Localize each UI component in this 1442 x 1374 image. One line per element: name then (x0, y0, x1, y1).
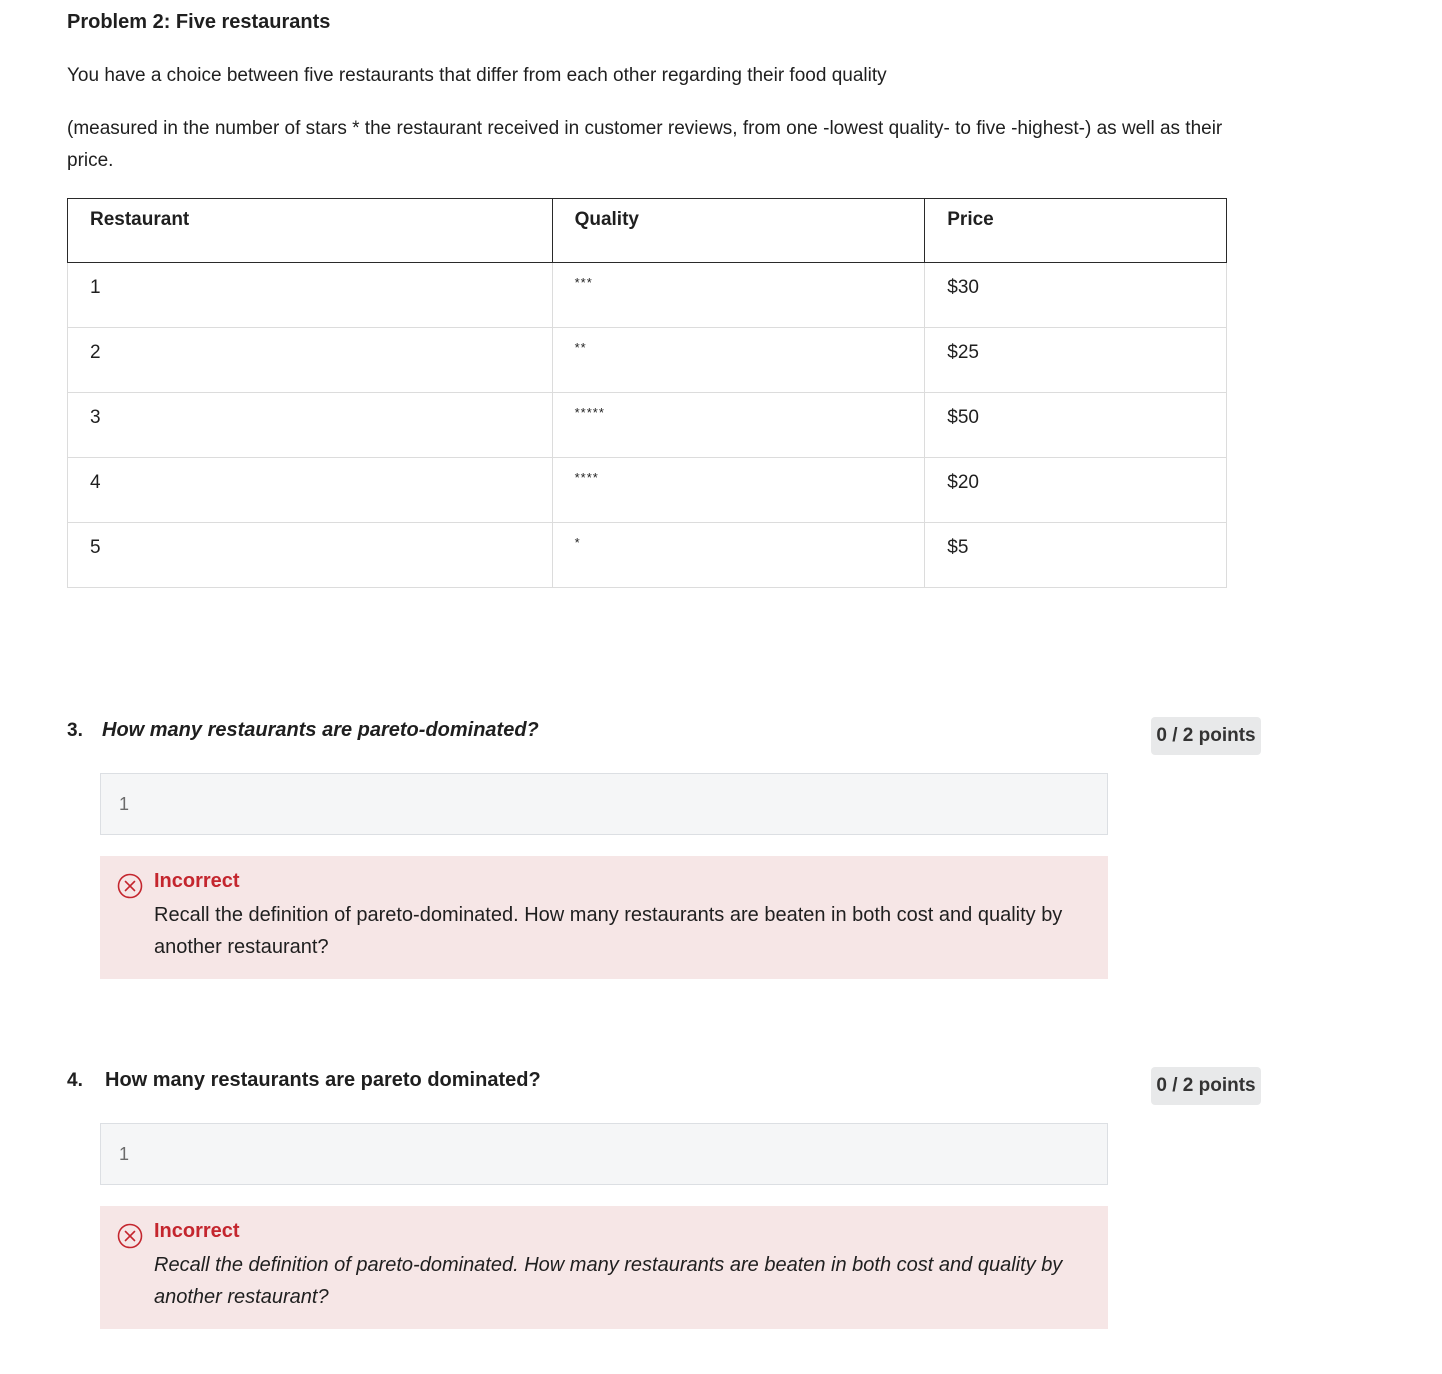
problem-intro: You have a choice between five restaurants that differ from each other regarding their food quality (67, 65, 887, 86)
table-row (68, 393, 1227, 458)
header-restaurant: Restaurant (68, 199, 553, 263)
price-cell: $20 (925, 458, 1227, 523)
restaurant-table (67, 198, 1227, 588)
problem-detail: (measured in the number of stars * the restaurant received in customer reviews, from one -lowest quality- to five -highest-) as well as their price. (67, 118, 1223, 171)
incorrect-icon (117, 1223, 143, 1249)
quality-cell: *** (552, 263, 925, 328)
question-3-answer-field[interactable]: 1 (100, 773, 1108, 835)
question-3-number: 3. (67, 720, 83, 741)
incorrect-icon (117, 873, 143, 899)
table-row (68, 263, 1227, 328)
price-cell: $50 (925, 393, 1227, 458)
quality-cell: ** (552, 328, 925, 393)
restaurant-cell: 5 (68, 523, 553, 588)
feedback-title: Incorrect (154, 1220, 240, 1242)
table-header-row (68, 199, 1227, 263)
price-cell: $5 (925, 523, 1227, 588)
restaurant-cell: 2 (68, 328, 553, 393)
quality-cell: **** (552, 458, 925, 523)
question-3-points-badge: 0 / 2 points (1151, 717, 1261, 755)
feedback-title: Incorrect (154, 870, 240, 892)
question-4-text: How many restaurants are pareto dominated? (105, 1069, 541, 1091)
question-4-feedback (100, 1206, 1108, 1329)
header-quality: Quality (552, 199, 925, 263)
price-cell: $30 (925, 263, 1227, 328)
problem-title: Problem 2: Five restaurants (67, 11, 331, 33)
question-3-text: How many restaurants are pareto-dominated? (102, 719, 539, 741)
quality-cell: ***** (552, 393, 925, 458)
restaurant-cell: 1 (68, 263, 553, 328)
table-row (68, 458, 1227, 523)
restaurant-cell: 3 (68, 393, 553, 458)
quality-cell: * (552, 523, 925, 588)
question-4-number: 4. (67, 1070, 83, 1091)
feedback-text: Recall the definition of pareto-dominated. How many restaurants are beaten in both cost and quality by another restaurant? (154, 1254, 1063, 1308)
header-price: Price (925, 199, 1227, 263)
table-row (68, 328, 1227, 393)
question-4-answer-field[interactable]: 1 (100, 1123, 1108, 1185)
table-row (68, 523, 1227, 588)
question-3-feedback (100, 856, 1108, 979)
restaurant-cell: 4 (68, 458, 553, 523)
feedback-text: Recall the definition of pareto-dominated. How many restaurants are beaten in both cost and quality by another restaurant? (154, 904, 1063, 958)
question-4-points-badge: 0 / 2 points (1151, 1067, 1261, 1105)
price-cell: $25 (925, 328, 1227, 393)
